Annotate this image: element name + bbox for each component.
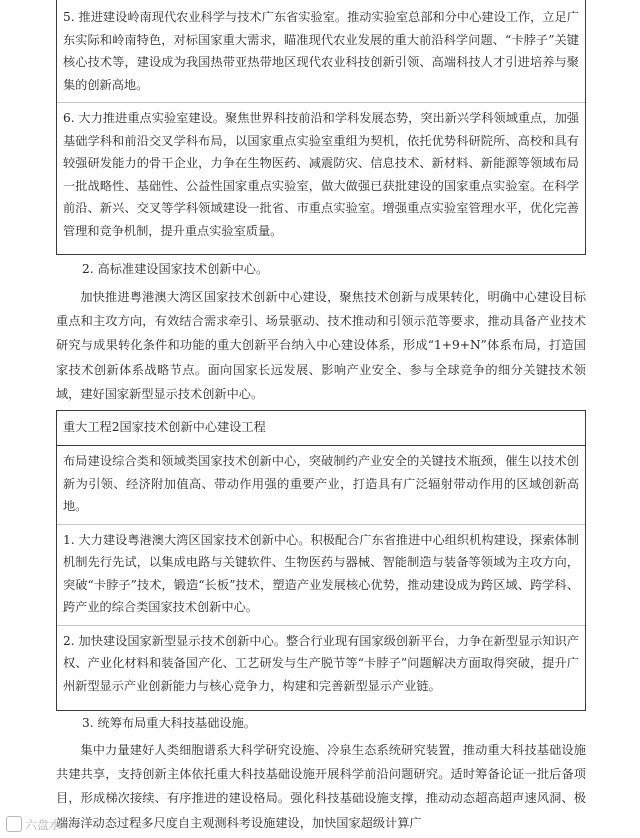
section-heading-2: 2. 高标准建设国家技术创新中心。	[82, 262, 269, 276]
key-project-box-2	[56, 410, 586, 711]
box2-intro-paragraph: 布局建设综合类和领域类国家技术创新中心，突破制约产业安全的关键技术瓶颈，催生以技术创新为引领、经济附加值高、带动作用强的重要产业，打造具有广泛辐射带动作用的区域创新高地。	[63, 454, 579, 513]
box2-paragraph-2: 2. 加快建设国家新型显示技术创新中心。整合行业现有国家级创新平台，力争在新型显示知识产权、产业化材料和装备国产化、工艺研发与生产脱节等“卡脖子”问题解决方面取得突破，提升广州新型显示产业创新能力与核心竞争力，构建和完善新型显示产业链。	[57, 625, 585, 704]
watermark-logo-icon	[6, 816, 22, 832]
body-paragraph-2: 加快推进粤港澳大湾区国家技术创新中心建设，聚焦技术创新与成果转化，明确中心建设目标重点和主攻方向，有效结合需求牵引、场景驱动、技术推动和引领示范等要求，推动具备产业技术研究与成果转化条件和功能的重大创新平台纳入中心建设体系，形成“1+9+N”体系布局，打造国家技术创新体系战略节点。面向国家长远发展、影响产业安全、参与全球竞争的细分关键技术领域，建好国家新型显示技术创新中心。	[56, 290, 586, 401]
box1-paragraph-6: 6. 大力推进重点实验室建设。聚焦世界科技前沿和学科发展态势，突出新兴学科领域重点，加强基础学科和前沿交叉学科布局，以国家重点实验室重组为契机，依托优势科研院所、高校和具有较强研发能力的骨干企业，力争在生物医药、减震防灾、信息技术、新材料、新能源等领域布局一批战略性、基础性、公益性国家重点实验室，做大做强已获批建设的国家重点实验室。在科学前沿、新兴、交叉等学科领域建设一批省、市重点实验室。增强重点实验室管理水平，优化完善管理和竞争机制，提升重点实验室质量。	[57, 102, 585, 248]
body-paragraph-3: 集中力量建好人类细胞谱系大科学研究设施、冷泉生态系统研究装置，推动重大科技基础设施共建共享，支持创新主体依托重大科技基础设施开展科学前沿问题研究。适时筹备论证一批后备项目，形成梯次接续、有序推进的建设格局。强化科技基础设施支撑，推动动态超高超声速风洞、极端海洋动态过程多尺度自主观测科考设施建设，加快国家超级计算广	[56, 743, 586, 830]
section-heading-3: 3. 统筹布局重大科技基础设施。	[82, 716, 256, 730]
watermark: 六盘水	[6, 814, 68, 834]
box2-title: 重大工程2国家技术创新中心建设工程	[57, 411, 585, 446]
box2-paragraph-1: 1. 大力建设粤港澳大湾区国家技术创新中心。积极配合广东省推进中心组织机构建设，探索体制机制先行先试，以集成电路与关键软件、生物医药与器械、智能制造与装备等领域为主攻方向，突破“卡脖子”技术，锻造“长板”技术，塑造产业发展核心优势，推动建设成为跨区域、跨学科、跨产业的综合类国家技术创新中心。	[57, 524, 585, 625]
key-project-box-1	[56, 0, 586, 255]
box1-paragraph-5: 5. 推进建设岭南现代农业科学与技术广东省实验室。推动实验室总部和分中心建设工作，立足广东实际和岭南特色，对标国家重大需求，瞄准现代农业发展的重大前沿科学问题、“卡脖子”关键核心技术等，建设成为我国热带亚热带地区现代农业科技创新引领、高端科技人才引进培养与聚集的创新高地。	[63, 10, 579, 92]
